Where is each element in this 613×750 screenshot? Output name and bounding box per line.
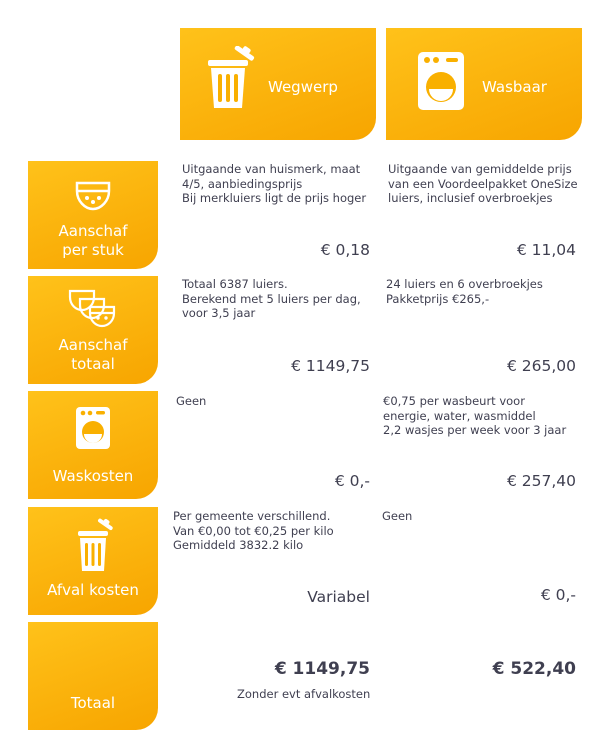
- row-label-total: [28, 622, 158, 730]
- row-label-text: per stuk: [62, 241, 124, 259]
- diaper-icon: [75, 179, 111, 213]
- row-label-washing-costs: [28, 391, 158, 499]
- desc-disposable: Uitgaande van huismerk, maat 4/5, aanbiedingsprijs Bij merkluiers ligt de prijs hoger: [182, 162, 367, 205]
- washing-machine-icon: [418, 52, 464, 110]
- row-label-purchase-total: [28, 276, 158, 384]
- price-disposable: Variabel: [307, 588, 370, 606]
- header-washable: [386, 28, 582, 140]
- price-disposable: € 0,18: [320, 241, 370, 259]
- desc-disposable: Totaal 6387 luiers. Berekend met 5 luiers per dag, voor 3,5 jaar: [182, 277, 361, 320]
- trash-bin-icon: [202, 46, 260, 112]
- total-washable: € 522,40: [492, 659, 576, 679]
- row-label-waste-costs: [28, 507, 158, 615]
- row-label-text: Afval kosten: [47, 581, 139, 599]
- row-label-text: totaal: [71, 355, 115, 373]
- row-label-text: Aanschaf: [58, 222, 128, 240]
- price-washable: € 0,-: [540, 586, 576, 604]
- washing-machine-icon: [76, 407, 110, 449]
- desc-washable: €0,75 per wasbeurt voor energie, water, wasmiddel 2,2 wasjes per week voor 3 jaar: [383, 394, 567, 437]
- price-washable: € 257,40: [506, 472, 576, 490]
- desc-washable: 24 luiers en 6 overbroekjes Pakketprijs €265,-: [386, 277, 543, 306]
- desc-washable: Uitgaande van gemiddelde prijs van een Voordeelpakket OneSize luiers, inclusief overbroekjes: [388, 162, 578, 205]
- desc-washable: Geen: [382, 509, 413, 523]
- total-disposable: € 1149,75: [274, 659, 370, 679]
- price-disposable: € 1149,75: [291, 357, 370, 375]
- row-label-text: Waskosten: [52, 467, 134, 485]
- header-washable-label: Wasbaar: [482, 78, 547, 96]
- price-disposable: € 0,-: [334, 472, 370, 490]
- header-disposable: [180, 28, 376, 140]
- diaper-stack-icon: [68, 288, 118, 332]
- desc-disposable: Geen: [176, 394, 207, 408]
- row-label-text: Aanschaf: [58, 336, 128, 354]
- row-label-text: Totaal: [70, 694, 116, 712]
- row-label-purchase-per-item: [28, 161, 158, 269]
- desc-disposable: Per gemeente verschillend. Van €0,00 tot €0,25 per kilo Gemiddeld 3832.2 kilo: [173, 509, 334, 552]
- price-washable: € 11,04: [516, 241, 576, 259]
- header-disposable-label: Wegwerp: [268, 78, 338, 96]
- trash-bin-icon: [74, 517, 116, 575]
- price-washable: € 265,00: [506, 357, 576, 375]
- total-disposable-note: Zonder evt afvalkosten: [237, 687, 371, 701]
